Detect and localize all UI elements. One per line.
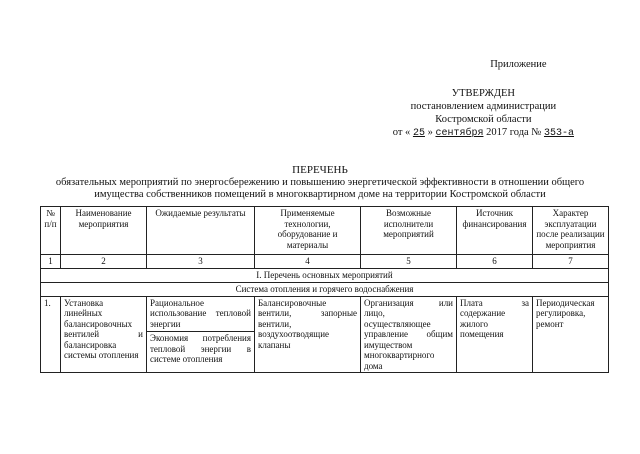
header-cell: Ожидаемые результаты xyxy=(147,207,255,255)
column-number-row xyxy=(41,255,609,269)
technologies: Балансировочные вентили, запорные вентили, воздухоотводящие клапаны xyxy=(255,296,361,373)
date-month: сентября xyxy=(435,128,484,139)
date-prefix: от « xyxy=(392,127,411,138)
measures-table xyxy=(40,206,609,373)
appendix-label: Приложение xyxy=(490,59,547,70)
result-a: Рациональное использование тепловой энергии xyxy=(150,297,251,329)
expected-results xyxy=(147,296,255,373)
column-number: 4 xyxy=(255,255,361,269)
approval-date xyxy=(393,126,574,140)
measure-name: Установка линейных балансировочных вентилей и балансировка системы отопления xyxy=(61,296,147,373)
header-cell: № п/п xyxy=(41,207,61,255)
funding-source: Плата за содержание жилого помещения xyxy=(457,296,533,373)
subsection-row xyxy=(41,282,609,296)
date-year: 2017 года № xyxy=(486,127,542,138)
column-number: 3 xyxy=(147,255,255,269)
approval-line-2: Костромской области xyxy=(435,114,532,125)
executors: Организация или лицо, осуществляющее управление общим имуществом многоквартирного дома xyxy=(361,296,457,373)
operation-type: Периодическая регулировка, ремонт xyxy=(533,296,609,373)
date-day: 25 xyxy=(412,128,425,139)
header-cell: Характер эксплуатации после реализации мероприятия xyxy=(533,207,609,255)
title-line-1: обязательных мероприятий по энергосбережению и повышению энергетической эффективности в отношении общего xyxy=(55,177,585,188)
row-number: 1. xyxy=(41,296,61,373)
column-number: 7 xyxy=(533,255,609,269)
title-heading: ПЕРЕЧЕНЬ xyxy=(292,164,348,176)
header-cell: Возможные исполнители мероприятий xyxy=(361,207,457,255)
header-cell: Источник финансирования xyxy=(457,207,533,255)
approval-block xyxy=(393,58,574,140)
column-number: 2 xyxy=(61,255,147,269)
title-line-2: имущества собственников помещений в многоквартирном доме на территории Костромской области xyxy=(94,189,546,200)
date-mid: » xyxy=(427,127,433,138)
table-row xyxy=(41,296,609,373)
table-header-row xyxy=(41,207,609,255)
approved-heading: УТВЕРЖДЕН xyxy=(451,88,516,99)
approval-line-1: постановлением администрации xyxy=(410,101,557,112)
decree-number: 353-а xyxy=(543,128,574,139)
section-row xyxy=(41,268,609,282)
result-b: Экономия потребления тепловой энергии в системе отопления xyxy=(147,331,254,365)
document-title xyxy=(40,164,600,201)
column-number: 6 xyxy=(457,255,533,269)
subsection-title: Система отопления и горячего водоснабжения xyxy=(41,282,609,296)
section-title: I. Перечень основных мероприятий xyxy=(41,268,609,282)
header-cell: Наименование мероприятия xyxy=(61,207,147,255)
header-cell: Применяемые технологии, оборудование и материалы xyxy=(255,207,361,255)
column-number: 1 xyxy=(41,255,61,269)
column-number: 5 xyxy=(361,255,457,269)
